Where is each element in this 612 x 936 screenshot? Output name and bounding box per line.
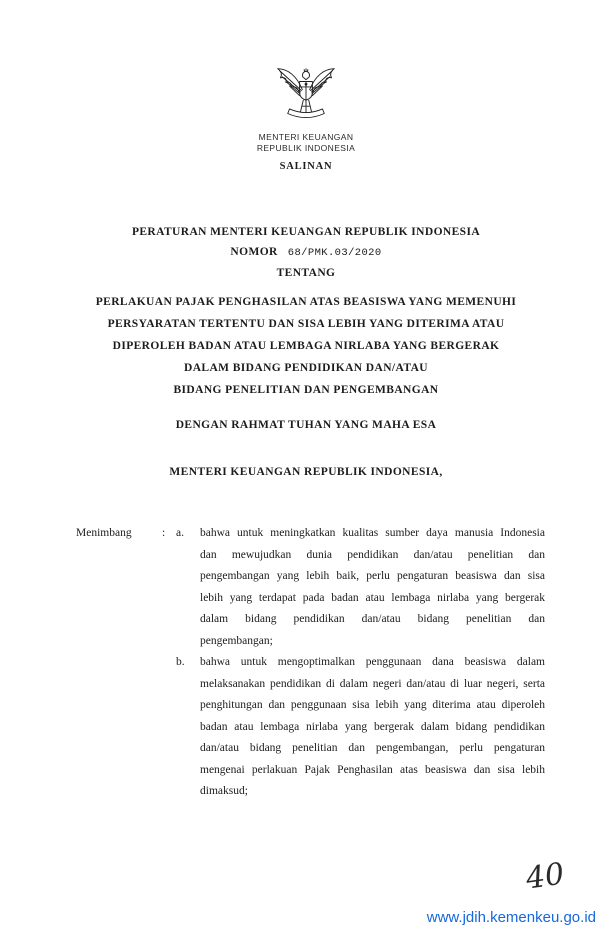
considering-separator: :	[162, 527, 166, 539]
regulation-subject	[0, 291, 612, 401]
regulation-number-line	[0, 242, 612, 263]
item-letter: b.	[176, 656, 185, 668]
item-text: bahwa untuk meningkatkan kualitas sumber daya manusia Indonesia dan mewujudkan dunia pendidikan dan/atau penelitian dan pengembangan yang lebih baik, perlu pengaturan beasiswa dan sisa lebih yang terdapat pada badan atau lembaga nirlaba yang bergerak dalam bidang pendidikan dan/atau bidang penelitian dan pengembangan;	[200, 527, 545, 647]
subject-line: PERSYARATAN TERTENTU DAN SISA LEBIH YANG DITERIMA ATAU	[107, 318, 505, 330]
regulation-heading: PERATURAN MENTERI KEUANGAN REPUBLIK INDONESIA	[131, 226, 481, 238]
copy-label: SALINAN	[279, 161, 333, 172]
letterhead	[0, 56, 612, 172]
number-label: NOMOR	[230, 246, 278, 258]
considering-item-b	[176, 652, 545, 803]
subject-line: PERLAKUAN PAJAK PENGHASILAN ATAS BEASISWA YANG MEMENUHI	[95, 296, 517, 308]
grace-line: DENGAN RAHMAT TUHAN YANG MAHA ESA	[175, 419, 437, 431]
subject-line: BIDANG PENELITIAN DAN PENGEMBANGAN	[173, 384, 439, 396]
considering-items	[176, 523, 545, 803]
garuda-pancasila-emblem-icon	[274, 56, 338, 128]
ministry-name: MENTERI KEUANGAN	[258, 132, 354, 142]
item-text: bahwa untuk mengoptimalkan penggunaan dana beasiswa dalam melaksanakan pendidikan di dalam negeri dan/atau di luar negeri, serta penghitungan dan penggunaan sisa lebih yang diterima atau diperoleh badan atau lembaga nirlaba yang bergerak dalam bidang pendidikan dan/atau bidang penelitian dan pengembangan, perlu pengaturan mengenai perlakuan Pajak Penghasilan atas beasiswa dan sisa lebih dimaksud;	[200, 656, 545, 797]
considering-section	[0, 523, 612, 803]
title-block	[0, 222, 612, 483]
considering-label: Menimbang	[76, 527, 132, 539]
subject-line: DALAM BIDANG PENDIDIKAN DAN/ATAU	[184, 362, 428, 374]
considering-item-a	[176, 523, 545, 652]
number-value: 68/PMK.03/2020	[287, 247, 382, 259]
jdih-watermark-link[interactable]: www.jdih.kemenkeu.go.id	[426, 909, 596, 926]
handwritten-mark: 40	[523, 856, 567, 897]
about-label: TENTANG	[276, 267, 336, 279]
item-letter: a.	[176, 527, 184, 539]
subject-line: DIPEROLEH BADAN ATAU LEMBAGA NIRLABA YANG BERGERAK	[112, 340, 500, 352]
republic-name: REPUBLIK INDONESIA	[256, 142, 356, 153]
authority-line: MENTERI KEUANGAN REPUBLIK INDONESIA,	[169, 466, 443, 478]
